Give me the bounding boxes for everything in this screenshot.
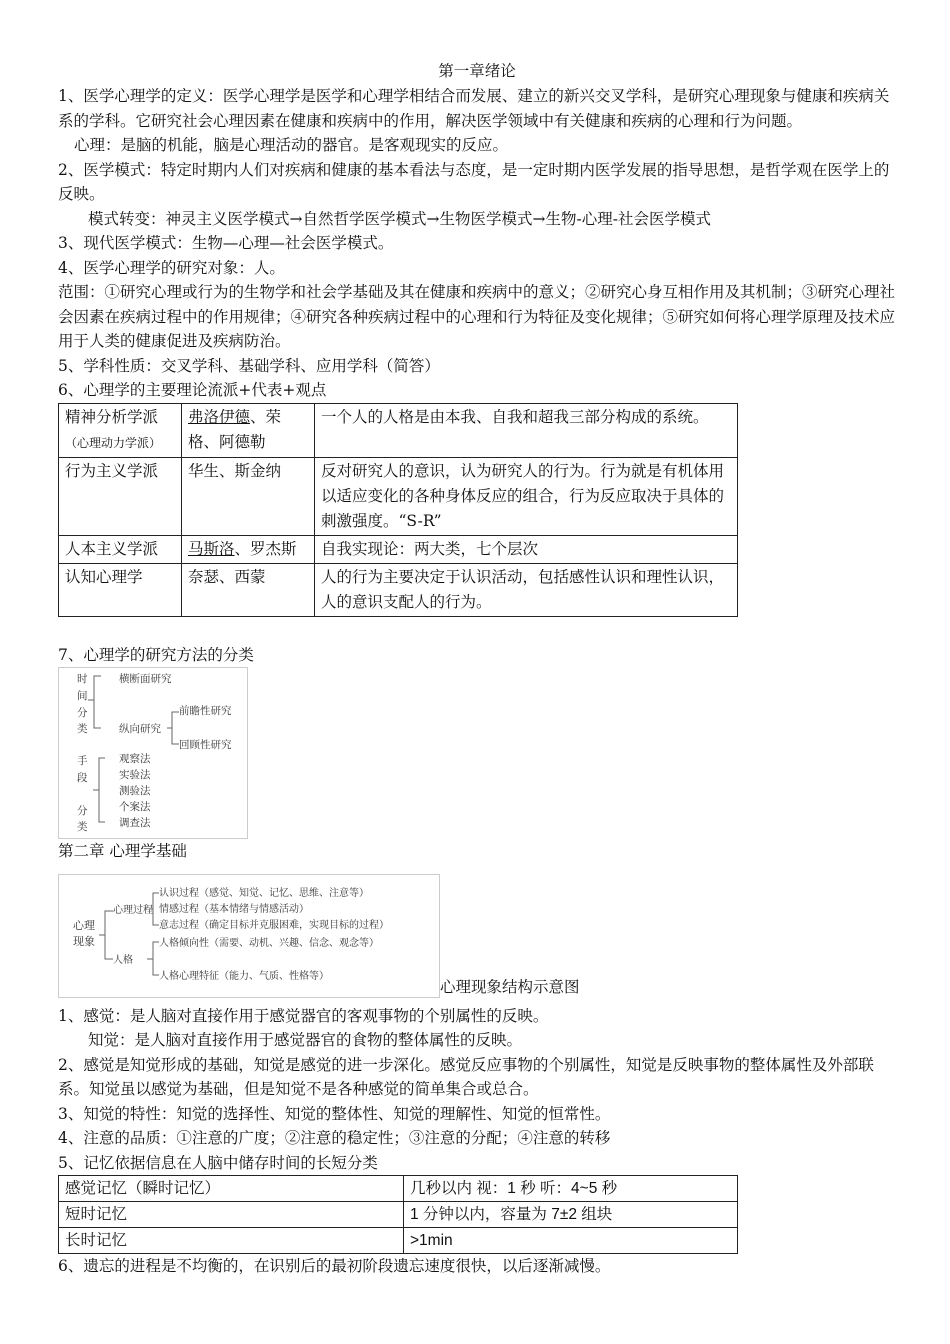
diagram-caption: 心理现象结构示意图 xyxy=(440,978,580,996)
scope-paragraph: 范围：①研究心理或行为的生物学和社会学基础及其在健康和疾病中的意义；②研究心身互相作用及其机制；③研究心理社会因素在疾病过程中的作用规律；④研究各种疾病过程中的心理和行为特征及变化规律；⑤研究如何将心理学原理及技术应用于人类的健康促进及疾病防治。 xyxy=(58,283,896,350)
diagram-node: 人格倾向性（需要、动机、兴趣、信念、观念等） xyxy=(159,937,379,949)
attention-qualities-paragraph: 4、注意的品质：①注意的广度；②注意的稳定性；③注意的分配；④注意的转移 xyxy=(58,1129,611,1147)
school-name: 精神分析学派 xyxy=(65,407,159,426)
table-row xyxy=(59,457,738,535)
diagram-label: 间 xyxy=(77,690,88,702)
model-shift-paragraph: 模式转变：神灵主义医学模式→自然哲学医学模式→生物医学模式→生物-心理-社会医学模式 xyxy=(88,209,711,228)
research-object-paragraph: 4、医学心理学的研究对象：人。 xyxy=(58,258,285,277)
discipline-nature-paragraph: 5、学科性质：交叉学科、基础学科、应用学科（简答） xyxy=(58,356,440,375)
research-methods-heading: 7、心理学的研究方法的分类 xyxy=(58,645,254,664)
bracket-line xyxy=(149,893,159,925)
diagram-node: 情感过程（基本情绪与情感活动） xyxy=(159,903,309,915)
diagram-label: 分 xyxy=(77,707,88,719)
diagram-label: 段 xyxy=(77,772,88,784)
school-name: 人本主义学派 xyxy=(59,535,182,563)
table-row xyxy=(59,1228,738,1254)
diagram-node: 人格心理特征（能力、气质、性格等） xyxy=(159,970,329,982)
perception-paragraph: 知觉：是人脑对直接作用于感觉器官的食物的整体属性的反映。 xyxy=(88,1031,523,1049)
chapter2-title: 第二章 心理学基础 xyxy=(58,842,187,860)
diagram-node: 意志过程（确定目标并克服困难，实现目标的过程） xyxy=(159,919,389,931)
research-methods-diagram xyxy=(58,667,248,839)
memory-desc: 1 分钟以内，容量为 7±2 组块 xyxy=(404,1202,738,1228)
school-subname: （心理动力学派） xyxy=(65,435,162,450)
diagram-node: 调查法 xyxy=(119,817,151,829)
memory-desc: 几秒以内 视：1 秒 听：4~5 秒 xyxy=(404,1176,738,1202)
table-row xyxy=(59,563,738,616)
memory-type: 感觉记忆（瞬时记忆） xyxy=(59,1176,404,1202)
memory-desc: >1min xyxy=(404,1228,738,1254)
diagram-node: 个案法 xyxy=(119,801,151,813)
school-rep: 华生、斯金纳 xyxy=(182,457,315,535)
bracket-line xyxy=(147,942,159,975)
diagram-node: 测验法 xyxy=(119,785,151,797)
school-view: 人的行为主要决定于认识活动，包括感性认识和理性认识，人的意识支配人的行为。 xyxy=(315,563,738,616)
memory-type: 短时记忆 xyxy=(59,1202,404,1228)
school-rep-key: 弗洛伊德 xyxy=(188,407,251,426)
diagram-node: 观察法 xyxy=(119,753,151,765)
document-page xyxy=(58,58,896,1279)
school-rep: 奈瑟、西蒙 xyxy=(182,563,315,616)
table-row xyxy=(59,1176,738,1202)
diagram-node: 纵向研究 xyxy=(119,723,161,735)
bracket-line xyxy=(167,712,179,744)
school-name: 行为主义学派 xyxy=(59,457,182,535)
diagram-label: 分 xyxy=(77,805,88,817)
diagram-label: 类 xyxy=(77,723,88,735)
sensation-perception-paragraph: 2、感觉是知觉形成的基础，知觉是感觉的进一步深化。感觉反应事物的个别属性，知觉是反映事物的整体属性及外部联系。知觉虽以感觉为基础，但是知觉不是各种感觉的简单集合或总合。 xyxy=(58,1055,874,1098)
bracket-line xyxy=(88,676,101,728)
school-view: 一个人的人格是由本我、自我和超我三部分构成的系统。 xyxy=(315,403,738,457)
diagram-node: 实验法 xyxy=(119,769,151,781)
school-rep: 、荣格、阿德勒 xyxy=(188,407,282,451)
forgetting-paragraph: 6、遗忘的进程是不均衡的，在识别后的最初阶段遗忘速度很快，以后逐渐减慢。 xyxy=(58,1257,611,1275)
diagram-node: 人格 xyxy=(113,954,133,966)
diagram-node: 前瞻性研究 xyxy=(179,705,232,717)
table-row xyxy=(59,1202,738,1228)
psyche-paragraph: 心理：是脑的机能，脑是心理活动的器官。是客观现实的反应。 xyxy=(74,136,509,154)
table-row xyxy=(59,535,738,563)
diagram-label: 时 xyxy=(77,673,88,685)
school-view: 反对研究人的意识，认为研究人的行为。行为就是有机体用以适应变化的各种身体反应的组合，行为反应取决于具体的刺激强度。“S-R” xyxy=(315,457,738,535)
diagram-label: 类 xyxy=(77,821,88,833)
diagram-label: 手 xyxy=(77,755,88,767)
chapter1-title: 第一章绪论 xyxy=(438,62,516,80)
school-name: 认知心理学 xyxy=(59,563,182,616)
mental-phenomena-diagram xyxy=(58,874,440,998)
perception-features-paragraph: 3、知觉的特性：知觉的选择性、知觉的整体性、知觉的理解性、知觉的恒常性。 xyxy=(58,1104,611,1123)
table-row xyxy=(59,403,738,457)
memory-heading: 5、记忆依据信息在人脑中储存时间的长短分类 xyxy=(58,1153,378,1172)
definition-paragraph: 1、医学心理学的定义：医学心理学是医学和心理学相结合而发展、建立的新兴交叉学科，是研究心理现象与健康和疾病关系的学科。它研究社会心理因素在健康和疾病中的作用，解决医学领域中有关健康和疾病的心理和行为问题。 xyxy=(58,87,890,130)
school-rep: 、罗杰斯 xyxy=(234,539,297,558)
school-rep-key: 马斯洛 xyxy=(188,539,235,558)
memory-type: 长时记忆 xyxy=(59,1228,404,1254)
sensation-paragraph: 1、感觉：是人脑对直接作用于感觉器官的客观事物的个别属性的反映。 xyxy=(58,1006,549,1025)
diagram-node: 横断面研究 xyxy=(119,673,172,685)
medical-model-paragraph: 2、医学模式：特定时期内人们对疾病和健康的基本看法与态度，是一定时期内医学发展的指导思想，是哲学观在医学上的反映。 xyxy=(58,160,890,203)
bracket-line xyxy=(99,911,113,959)
theory-schools-table xyxy=(58,403,738,617)
diagram-node: 心理过程 xyxy=(113,904,153,916)
diagram-node: 心理 xyxy=(73,918,95,932)
modern-model-paragraph: 3、现代医学模式：生物—心理—社会医学模式。 xyxy=(58,234,394,252)
theory-schools-heading: 6、心理学的主要理论流派+代表+观点 xyxy=(58,381,327,399)
diagram-node: 回顾性研究 xyxy=(179,739,232,751)
bracket-line xyxy=(93,758,105,822)
diagram-node: 现象 xyxy=(73,934,95,948)
diagram-node: 认识过程（感觉、知觉、记忆、思维、注意等） xyxy=(159,887,369,899)
memory-table xyxy=(58,1175,738,1254)
school-view: 自我实现论：两大类，七个层次 xyxy=(315,535,738,563)
